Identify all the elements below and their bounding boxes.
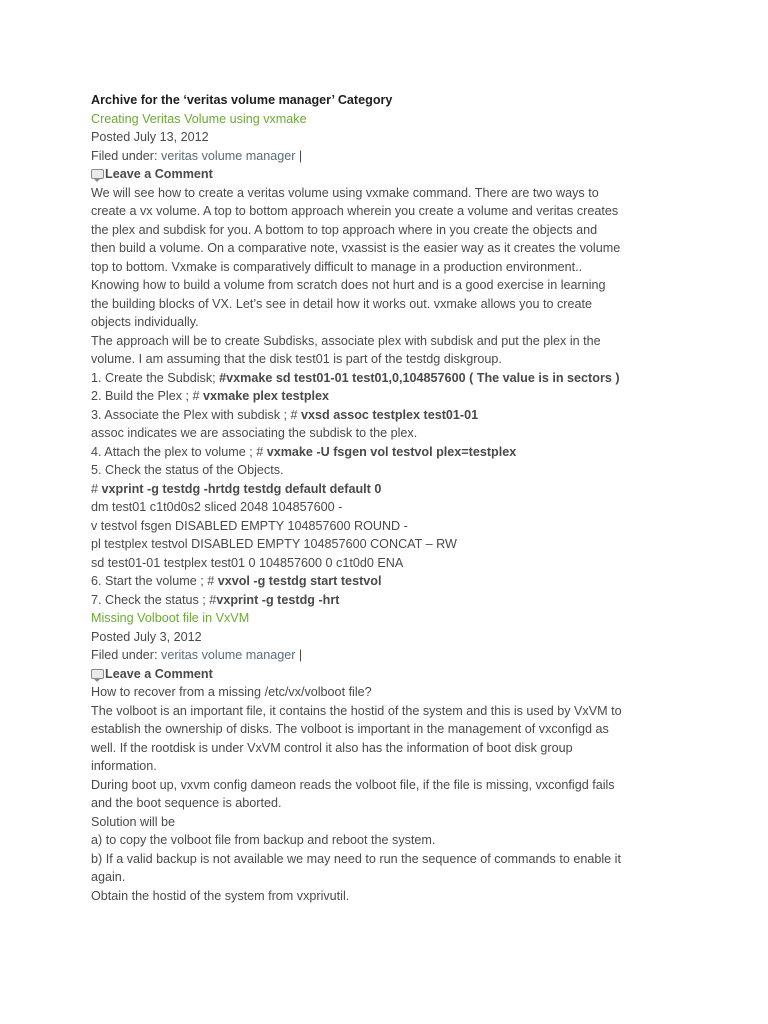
post-filed-under xyxy=(91,646,691,665)
body-line: top to bottom. Vxmake is comparatively difficult to manage in a production environment.. xyxy=(91,259,583,274)
step-text: assoc indicates we are associating the subdisk to the plex. xyxy=(91,426,418,440)
filed-under-label: Filed under: xyxy=(91,148,162,163)
body-line: During boot up, vxvm config dameon reads the volboot file, if the file is missing, vxconfigd fails xyxy=(91,777,615,792)
step-line xyxy=(91,480,691,499)
post-volboot xyxy=(91,609,691,905)
body-line: well. If the rootdisk is under VxVM control it also has the information of boot disk group xyxy=(91,740,573,755)
body-line: and the boot sequence is aborted. xyxy=(91,796,282,810)
archive-page xyxy=(91,91,691,905)
body-line: then build a volume. On a comparative note, vxassist is the easier way as it creates the volume xyxy=(91,241,621,255)
step-command: vxprint -g testdg -hrt xyxy=(216,592,340,607)
step-command: vxmake -U fsgen vol testvol plex=testplex xyxy=(266,444,517,459)
step-line xyxy=(91,498,691,517)
post-vxmake xyxy=(91,110,691,610)
step-text: v testvol fsgen DISABLED EMPTY 104857600 ROUND - xyxy=(91,518,408,533)
body-line: Obtain the hostid of the system from vxprivutil. xyxy=(91,888,350,903)
filed-separator: | xyxy=(295,148,303,163)
body-line: The volboot is an important file, it contains the hostid of the system and this is used by VxVM to xyxy=(91,703,622,718)
body-line: a) to copy the volboot file from backup and reboot the system. xyxy=(91,833,436,847)
step-line xyxy=(91,517,691,536)
step-command: vxmake plex testplex xyxy=(203,389,330,403)
body-line: objects individually. xyxy=(91,315,199,329)
step-text: # xyxy=(91,481,102,496)
leave-comment-link[interactable]: Leave a Comment xyxy=(105,167,213,181)
step-text: 1. Create the Subdisk; xyxy=(91,370,220,385)
archive-heading: Archive for the ‘veritas volume manager’ Category xyxy=(91,93,393,107)
step-text: 6. Start the volume ; # xyxy=(91,574,218,588)
step-text: 5. Check the status of the Objects. xyxy=(91,463,284,477)
category-link[interactable]: veritas volume manager xyxy=(161,648,296,662)
post-title-link[interactable]: Creating Veritas Volume using vxmake xyxy=(91,111,307,126)
step-command: #vxmake sd test01-01 test01,0,104857600 ( The value is in sectors ) xyxy=(219,370,620,385)
step-line xyxy=(91,424,691,443)
step-line xyxy=(91,461,691,480)
comment-bubble-icon xyxy=(91,169,104,179)
step-text: sd test01-01 testplex test01 0 104857600 0 c1t0d0 ENA xyxy=(91,555,404,570)
body-line: Solution will be xyxy=(91,814,176,829)
step-text: 7. Check the status ; # xyxy=(91,592,217,607)
step-text: 4. Attach the plex to volume ; # xyxy=(91,444,267,459)
step-line xyxy=(91,369,691,388)
step-line xyxy=(91,443,691,462)
step-text: pl testplex testvol DISABLED EMPTY 104857600 CONCAT – RW xyxy=(91,537,457,551)
body-line: We will see how to create a veritas volume using vxmake command. There are two ways to xyxy=(91,185,599,200)
step-line xyxy=(91,535,691,554)
step-command: vxprint -g testdg -hrtdg testdg default default 0 xyxy=(101,481,382,496)
body-line: the plex and subdisk for you. A bottom to top approach where in you create the objects and xyxy=(91,222,598,237)
post-filed-under xyxy=(91,147,691,166)
post-body xyxy=(91,184,691,369)
step-line xyxy=(91,572,691,591)
body-line: establish the ownership of disks. The volboot is important in the management of vxconfigd as xyxy=(91,722,609,736)
step-command: vxsd assoc testplex test01-01 xyxy=(301,407,479,422)
category-link[interactable]: veritas volume manager xyxy=(161,148,296,163)
body-line: create a vx volume. A top to bottom approach wherein you create a volume and veritas creates xyxy=(91,204,619,218)
leave-comment-row[interactable] xyxy=(91,165,691,184)
post-date: Posted July 3, 2012 xyxy=(91,629,202,644)
body-line: volume. I am assuming that the disk test01 is part of the testdg diskgroup. xyxy=(91,352,502,366)
comment-bubble-icon xyxy=(91,669,104,679)
body-line: Knowing how to build a volume from scratch does not hurt and is a good exercise in learning xyxy=(91,278,606,292)
post-body xyxy=(91,683,691,905)
body-line: the building blocks of VX. Let’s see in detail how it works out. vxmake allows you to create xyxy=(91,296,592,311)
filed-separator: | xyxy=(295,648,303,662)
post-date: Posted July 13, 2012 xyxy=(91,130,209,144)
step-line xyxy=(91,554,691,573)
step-text: 3. Associate the Plex with subdisk ; # xyxy=(91,407,302,422)
leave-comment-row[interactable] xyxy=(91,665,691,684)
step-command: vxvol -g testdg start testvol xyxy=(217,574,382,588)
step-line xyxy=(91,591,691,610)
body-line: b) If a valid backup is not available we may need to run the sequence of commands to enable it xyxy=(91,851,621,866)
body-line: The approach will be to create Subdisks, associate plex with subdisk and put the plex in the xyxy=(91,333,601,348)
step-text: dm test01 c1t0d0s2 sliced 2048 104857600 - xyxy=(91,500,343,514)
steps-list xyxy=(91,369,691,610)
body-line: information. xyxy=(91,759,157,773)
filed-under-label: Filed under: xyxy=(91,648,162,662)
step-line xyxy=(91,387,691,406)
leave-comment-link[interactable]: Leave a Comment xyxy=(105,666,213,681)
body-line: again. xyxy=(91,870,126,884)
body-line: How to recover from a missing /etc/vx/volboot file? xyxy=(91,685,372,699)
step-text: 2. Build the Plex ; # xyxy=(91,389,204,403)
post-title-link[interactable]: Missing Volboot file in VxVM xyxy=(91,611,250,625)
step-line xyxy=(91,406,691,425)
